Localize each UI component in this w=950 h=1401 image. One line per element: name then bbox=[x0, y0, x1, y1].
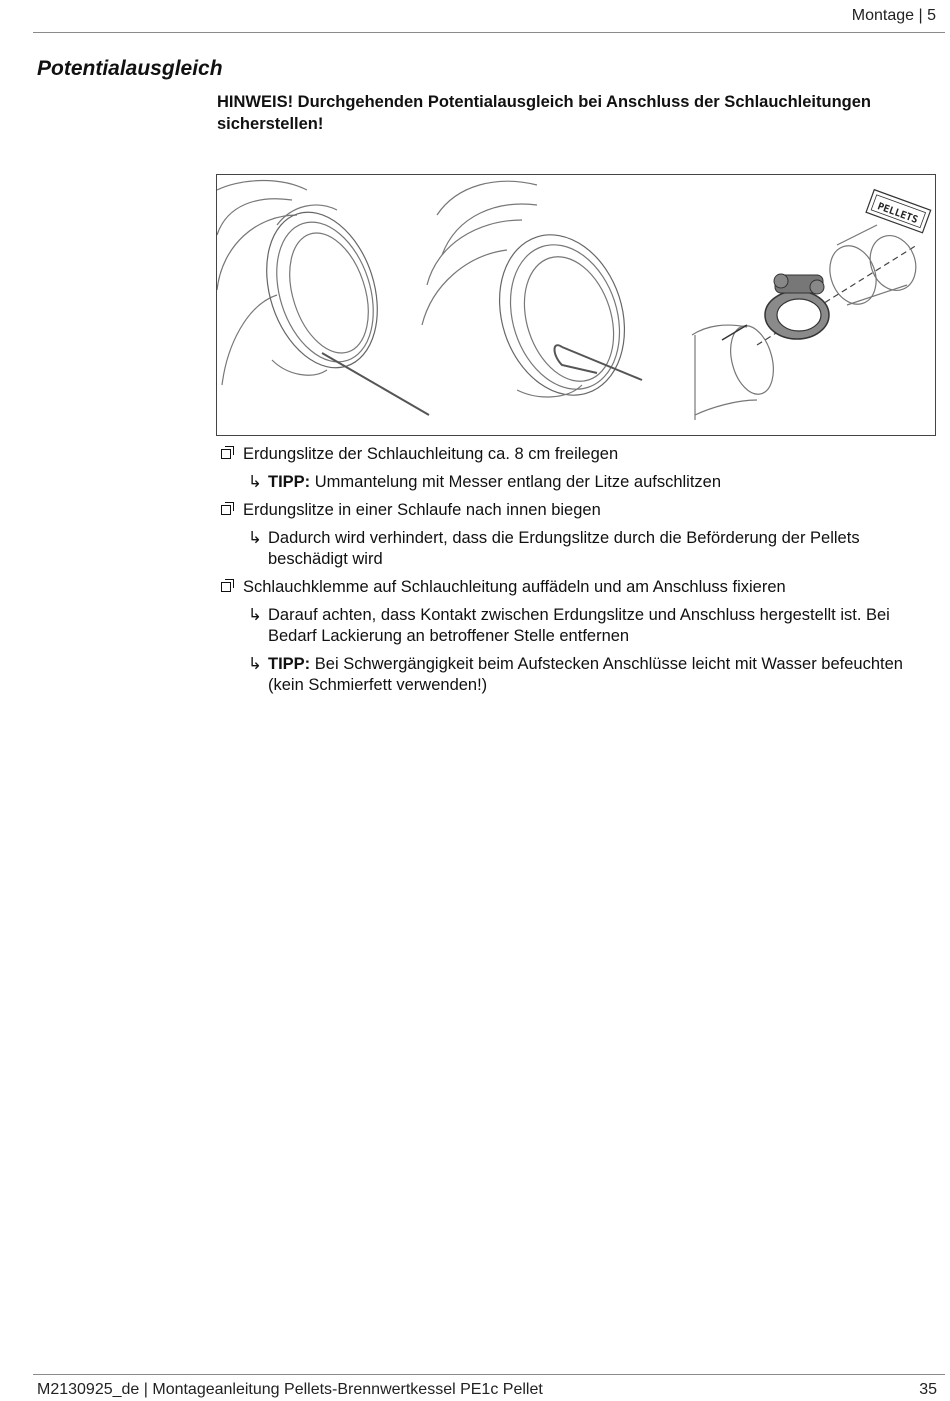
checkbox-icon bbox=[221, 577, 243, 598]
step-item: Erdungslitze der Schlauchleitung ca. 8 cm freilegen bbox=[221, 444, 936, 465]
pellets-label: PELLETS bbox=[875, 201, 920, 226]
checkbox-icon bbox=[221, 444, 243, 465]
page-number: 35 bbox=[919, 1381, 937, 1398]
instruction-list bbox=[221, 444, 936, 696]
step-item: Schlauchklemme auf Schlauchleitung auffädeln und am Anschluss fixieren bbox=[221, 577, 936, 598]
arrow-hook-icon: ↳ bbox=[248, 655, 262, 673]
arrow-hook-icon: ↳ bbox=[248, 473, 262, 491]
header-section: Montage | 5 bbox=[851, 7, 936, 24]
checkbox-icon bbox=[221, 500, 243, 521]
step-item: Erdungslitze in einer Schlaufe nach innen biegen bbox=[221, 500, 936, 521]
arrow-hook-icon: ↳ bbox=[248, 606, 262, 624]
result-item: ↳ TIPP: Ummantelung mit Messer entlang der Litze aufschlitzen bbox=[248, 473, 722, 491]
installation-figure bbox=[216, 174, 936, 436]
result-item: ↳ Darauf achten, dass Kontakt zwischen Erdungslitze und Anschluss hergestellt ist. Bei Bedarf Lackierung an betroffener Stelle entfernen bbox=[248, 606, 890, 645]
footer-divider bbox=[33, 1374, 945, 1375]
arrow-hook-icon: ↳ bbox=[248, 529, 262, 547]
footer-document: M2130925_de | Montageanleitung Pellets-Brennwertkessel PE1c Pellet bbox=[37, 1381, 543, 1398]
hose-illustration bbox=[217, 175, 935, 435]
header-divider bbox=[33, 32, 945, 33]
notice-text: HINWEIS! Durchgehenden Potentialausgleich bei Anschluss der Schlauchleitungen sicherstellen! bbox=[217, 93, 871, 133]
result-item: ↳ Dadurch wird verhindert, dass die Erdungslitze durch die Beförderung der Pellets beschädigt wird bbox=[248, 529, 860, 568]
clamp-graphic bbox=[765, 274, 829, 339]
result-item: ↳ TIPP: Bei Schwergängigkeit beim Aufstecken Anschlüsse leicht mit Wasser befeuchten (kein Schmierfett verwenden!) bbox=[248, 655, 903, 694]
page-title: Potentialausgleich bbox=[37, 57, 223, 80]
